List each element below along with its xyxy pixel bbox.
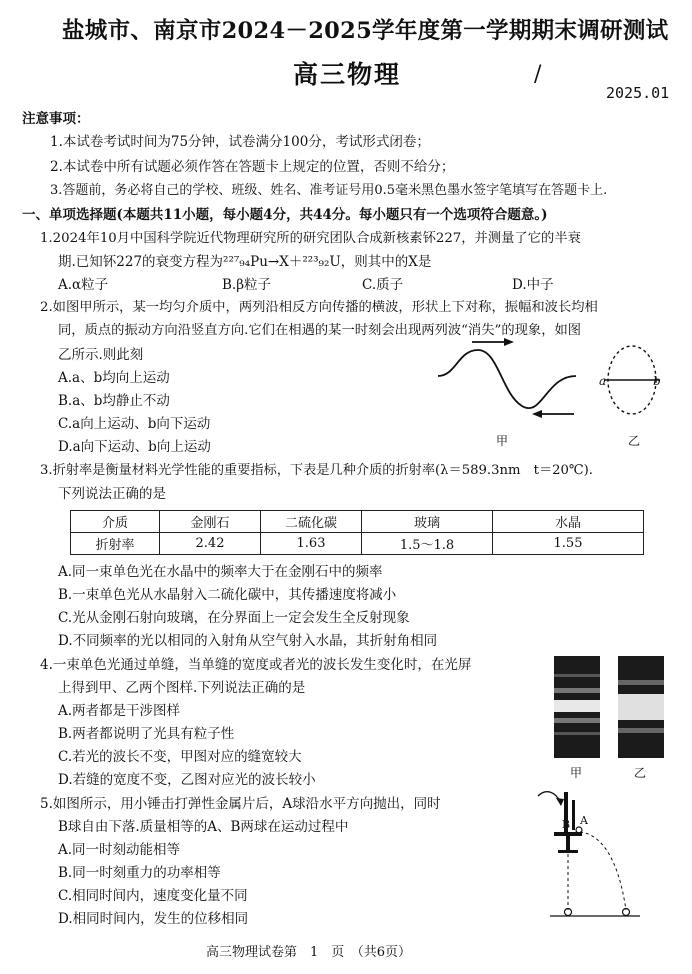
notice-item: 1.本试卷考试时间为75分钟，试卷满分100分，考试形式闭卷； bbox=[50, 134, 430, 150]
q2-option-b: B.a、b均静止不动 bbox=[58, 393, 170, 409]
question-3-text: 下列说法正确的是 bbox=[58, 486, 166, 502]
q5-option-b: B.同一时刻重力的功率相等 bbox=[58, 865, 221, 881]
q1-option-c: C.质子 bbox=[362, 277, 404, 293]
q4-option-a: A.两者都是干涉图样 bbox=[58, 703, 181, 719]
question-2-text: 乙所示.则此刻 bbox=[58, 347, 144, 363]
notice-item: 3.答题前，务必将自己的学校、班级、姓名、准考证号用0.5毫米黑色墨水签字笔填写在答题卡上. bbox=[50, 183, 608, 198]
page-footer: 高三物理试卷第 1 页 （共6页） bbox=[206, 945, 412, 960]
question-4-text: 上得到甲、乙两个图样.下列说法正确的是 bbox=[58, 680, 306, 696]
table-cell: 介质 bbox=[71, 511, 160, 533]
table-cell: 2.42 bbox=[160, 533, 261, 555]
section-heading: 一、单项选择题(本题共11小题，每小题4分，共44分。每小题只有一个选项符合题意。) bbox=[22, 207, 548, 223]
table-cell: 折射率 bbox=[71, 533, 160, 555]
table-row bbox=[71, 533, 644, 555]
question-1-text: 1.2024年10月中国科学院近代物理研究所的研究团队合成新核素钚227，并测量了它的半衰 bbox=[40, 231, 581, 246]
figure-label-jia: 甲 bbox=[496, 434, 509, 448]
q2-option-c: C.a向上运动、b向下运动 bbox=[58, 416, 211, 432]
q4-option-d: D.若缝的宽度不变，乙图对应光的波长较小 bbox=[58, 772, 316, 788]
figure-label-yi: 乙 bbox=[634, 766, 647, 780]
question-3-text: 3.折射率是衡量材料光学性能的重要指标，下表是几种介质的折射率(λ＝589.3nm t＝20℃). bbox=[40, 463, 594, 478]
ball-a-label: A bbox=[580, 814, 588, 827]
point-a-label: a bbox=[599, 374, 607, 388]
table-cell: 1.63 bbox=[261, 533, 362, 555]
table-cell: 1.55 bbox=[493, 533, 644, 555]
wave-figure-jia bbox=[434, 338, 584, 428]
q5-option-a: A.同一时刻动能相等 bbox=[58, 842, 181, 858]
table-cell: 金刚石 bbox=[160, 511, 261, 533]
diffraction-pattern-yi bbox=[618, 656, 664, 758]
ball-b-label: B bbox=[562, 818, 571, 831]
figure-label-yi: 乙 bbox=[628, 434, 641, 448]
table-cell: 玻璃 bbox=[362, 511, 493, 533]
q3-option-d: D.不同频率的光以相同的入射角从空气射入水晶，其折射角相同 bbox=[58, 633, 438, 649]
q5-option-c: C.相同时间内，速度变化量不同 bbox=[58, 888, 248, 904]
question-5-text: 5.如图所示，用小锤击打弹性金属片后，A球沿水平方向抛出，同时 bbox=[40, 796, 441, 812]
table-cell: 二硫化碳 bbox=[261, 511, 362, 533]
notice-item: 2.本试卷中所有试题必须作答在答题卡上规定的位置，否则不给分； bbox=[50, 159, 455, 175]
table-cell: 水晶 bbox=[493, 511, 644, 533]
exam-title: 盐城市、南京市2024－2025学年度第一学期期末调研测试 bbox=[62, 18, 669, 44]
question-5-text: B球自由下落.质量相等的A、B两球在运动过程中 bbox=[58, 819, 349, 835]
q3-option-c: C.光从金刚石射向玻璃，在分界面上一定会发生全反射现象 bbox=[58, 610, 410, 626]
q5-option-d: D.相同时间内，发生的位移相同 bbox=[58, 911, 249, 927]
exam-date: 2025.01 bbox=[606, 84, 670, 102]
question-2-text: 同，质点的振动方向沿竖直方向.它们在相遇的某一时刻会出现两列波“消失”的现象，如图 bbox=[58, 323, 582, 338]
subject-title: 高三物理 bbox=[293, 60, 402, 89]
question-2-text: 2.如图甲所示，某一均匀介质中，两列沿相反方向传播的横波，形状上下对称，振幅和波长均相 bbox=[40, 300, 598, 315]
question-1-text: 期.已知钚227的衰变方程为²²⁷₉₄Pu→X＋²²³₉₂U，则其中的X是 bbox=[58, 254, 432, 270]
q1-option-d: D.中子 bbox=[512, 277, 554, 293]
handwritten-mark: / bbox=[534, 62, 542, 87]
q1-option-a: A.α粒子 bbox=[58, 277, 109, 293]
diffraction-pattern-jia bbox=[554, 656, 600, 758]
q4-option-b: B.两者都说明了光具有粒子性 bbox=[58, 726, 235, 742]
q3-option-a: A.同一束单色光在水晶中的频率大于在金刚石中的频率 bbox=[58, 564, 383, 580]
table-cell: 1.5～1.8 bbox=[362, 533, 493, 555]
notice-heading: 注意事项： bbox=[22, 111, 90, 127]
projectile-apparatus-figure bbox=[530, 786, 648, 926]
q3-option-b: B.一束单色光从水晶射入二硫化碳中，其传播速度将减小 bbox=[58, 587, 397, 603]
q1-option-b: B.β粒子 bbox=[222, 277, 272, 293]
question-4-text: 4.一束单色光通过单缝，当单缝的宽度或者光的波长发生变化时，在光屏 bbox=[40, 657, 472, 673]
q2-option-d: D.a向下运动、b向上运动 bbox=[58, 439, 211, 455]
q4-option-c: C.若光的波长不变，甲图对应的缝宽较大 bbox=[58, 749, 302, 765]
point-b-label: b bbox=[653, 374, 661, 388]
q2-option-a: A.a、b均向上运动 bbox=[58, 370, 170, 386]
figure-label-jia: 甲 bbox=[570, 766, 583, 780]
table-header-row bbox=[71, 511, 644, 533]
refractive-index-table bbox=[70, 510, 644, 555]
